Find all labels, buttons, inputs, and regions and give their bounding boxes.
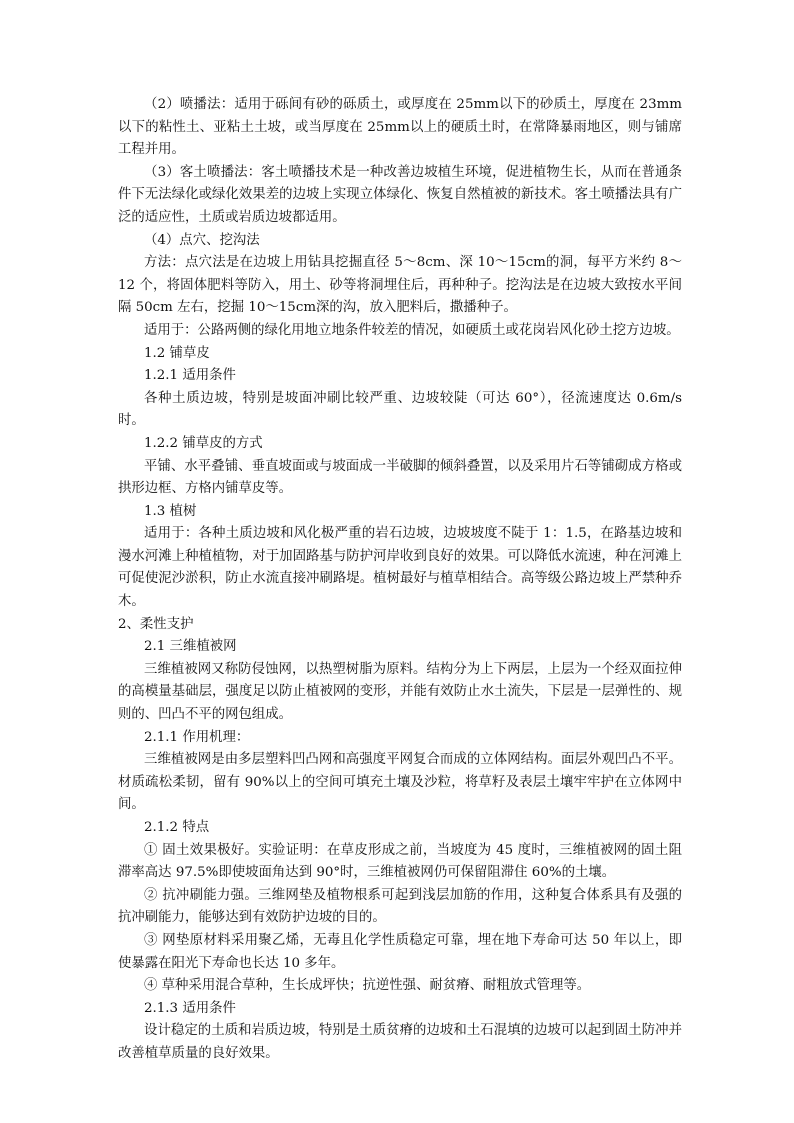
heading-tree-planting: 1.3 植树 <box>144 503 197 519</box>
heading-turf-conditions: 1.2.1 适用条件 <box>144 368 236 384</box>
heading-turf-methods: 1.2.2 铺草皮的方式 <box>144 435 263 451</box>
document-body <box>118 94 682 1066</box>
feature-item-1: ① 固土效果极好。实验证明：在草皮形成之前，当坡度为 45 度时，三维植被网的固土阻滞率高达 97.5%即使坡面角达到 90°时，三维植被网仍可保留阻滞住 60%的土壤。 <box>118 842 682 881</box>
paragraph-mechanism: 三维植被网是由多层塑料凹凸网和高强度平网复合而成的立体网结构。面层外观凹凸不平。材质疏松柔韧，留有 90%以上的空间可填充土壤及沙粒，将草籽及表层土壤牢牢护在立体网中间。 <box>118 752 682 813</box>
paragraph-turf-conditions: 各种土质边坡，特别是坡面冲刷比较严重、边坡较陡（可达 60°），径流速度达 0.6m/s时。 <box>118 390 682 429</box>
paragraph-net-conditions: 设计稳定的土质和岩质边坡，特别是土质贫瘠的边坡和土石混填的边坡可以起到固土防冲并改善植草质量的良好效果。 <box>118 1023 682 1061</box>
feature-item-3: ③ 网垫原材料采用聚乙烯，无毒且化学性质稳定可靠，埋在地下寿命可达 50 年以上，即使暴露在阳光下寿命也长达 10 多年。 <box>118 932 682 971</box>
feature-item-2: ② 抗冲刷能力强。三维网垫及植物根系可起到浅层加筋的作用，这种复合体系具有及强的抗冲刷能力，能够达到有效防护边坡的目的。 <box>118 887 682 926</box>
heading-3d-vegetation-net: 2.1 三维植被网 <box>144 639 237 655</box>
heading-turf-laying: 1.2 铺草皮 <box>144 345 210 361</box>
heading-features: 2.1.2 特点 <box>144 820 210 835</box>
heading-flexible-support: 2、柔性支护 <box>118 616 194 632</box>
paragraph-applicable: 适用于：公路两侧的绿化用地立地条件较差的情况，如硬质土或花岗岩风化砂土挖方边坡。 <box>144 322 680 338</box>
feature-item-4: ④ 草种采用混合草种，生长成坪快；抗逆性强、耐贫瘠、耐粗放式管理等。 <box>144 978 591 994</box>
heading-net-conditions: 2.1.3 适用条件 <box>144 1000 236 1016</box>
heading-mechanism: 2.1.1 作用机理： <box>144 729 250 745</box>
paragraph-method: 方法：点穴法是在边坡上用钻具挖掘直径 5～8cm、深 10～15cm的洞，每平方米约 8～12 个，将固体肥料等防入，用土、砂等将洞埋住后，再种种子。挖沟法是在边坡大致按水平间隔 50cm 左右，挖掘 10～15cm深的沟，放入肥料后，撒播种子。 <box>118 255 682 316</box>
paragraph-soil-spray-seeding: （3）客土喷播法：客土喷播技术是一种改善边坡植生环境，促进植物生长，从而在普通条件下无法绿化或绿化效果差的边坡上实现立体绿化、恢复自然植被的新技术。客土喷播法具有广泛的适应性，土质或岩质边坡都适用。 <box>118 164 682 225</box>
heading-hole-trench-method: （4）点穴、挖沟法 <box>144 232 260 248</box>
paragraph-turf-methods: 平铺、水平叠铺、垂直坡面或与坡面成一半破脚的倾斜叠置，以及采用片石等铺砌成方格或拱形边框、方格内铺草皮等。 <box>118 458 682 497</box>
paragraph-3d-net-description: 三维植被网又称防侵蚀网，以热塑树脂为原料。结构分为上下两层，上层为一个经双面拉伸的高模量基础层，强度足以防止植被网的变形，并能有效防止水土流失，下层是一层弹性的、规则的、凹凸不平的网包组成。 <box>118 661 682 723</box>
paragraph-tree-planting: 适用于：各种土质边坡和风化极严重的岩石边坡，边坡坡度不陡于 1：1.5，在路基边坡和漫水河滩上种植植物，对于加固路基与防护河岸收到良好的效果。可以降低水流速，种在河滩上可促使泥沙淤积，防止水流直接冲刷路堤。植树最好与植草相结合。高等级公路边坡上严禁种乔木。 <box>118 526 682 610</box>
paragraph-spray-seeding: （2）喷播法：适用于砾间有砂的砾质土，或厚度在 25mm以下的砂质土，厚度在 23mm以下的粘性土、亚粘土土坡，或当厚度在 25mm以上的硬质土时，在常降暴雨地区，则与铺席工程并用。 <box>118 97 682 158</box>
